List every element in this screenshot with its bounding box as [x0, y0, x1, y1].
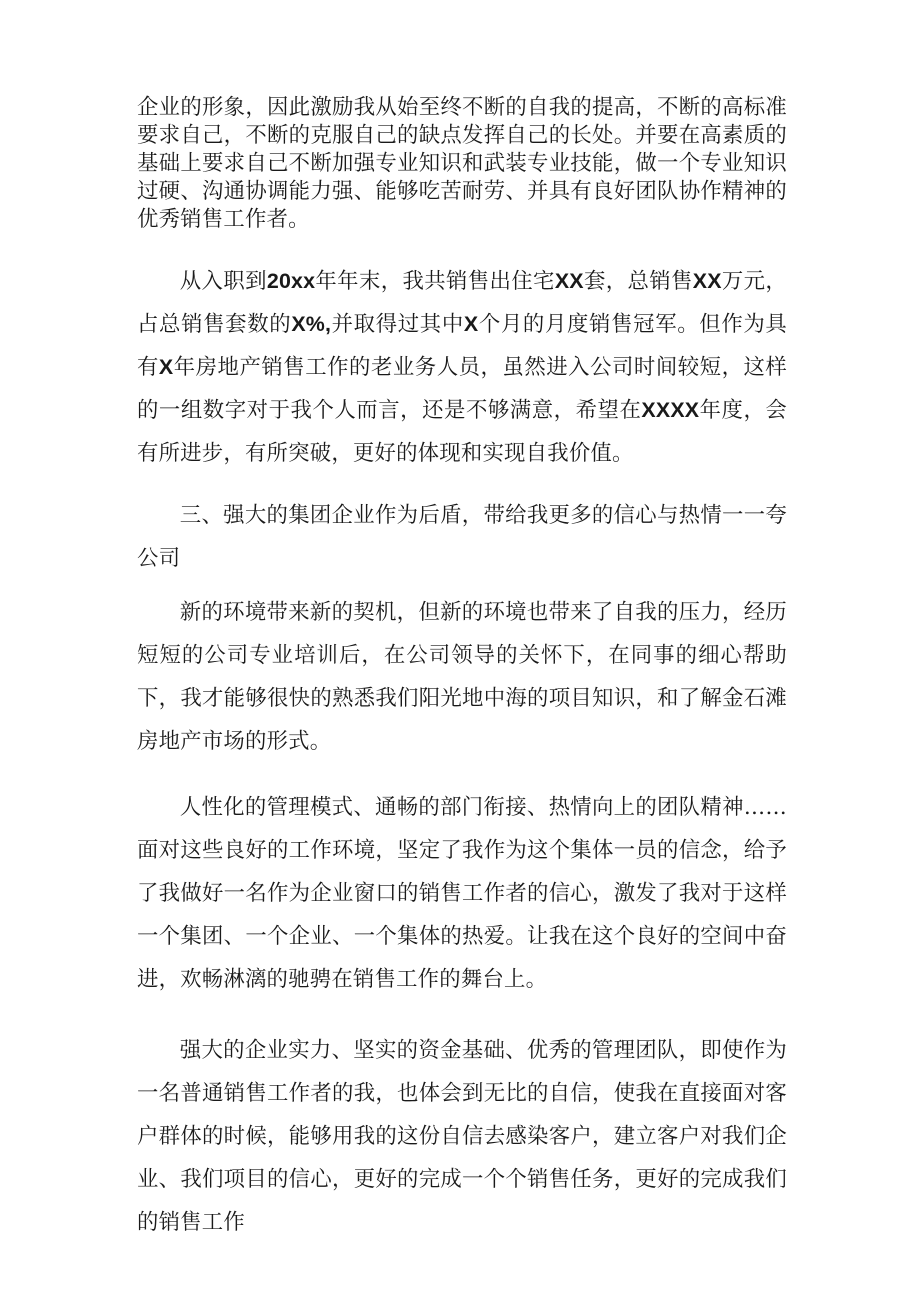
paragraph-3: 新的环境带来新的契机，但新的环境也带来了自我的压力，经历短短的公司专业培训后，在公司领导的关怀下，在同事的细心帮助下，我才能够很快的熟悉我们阳光地中海的项目知识，和了解金石滩房地产市场的形式。	[137, 600, 787, 754]
paragraph-2-segment: 并取得过其中	[331, 312, 464, 337]
paragraph-5: 强大的企业实力、坚实的资金基础、优秀的管理团队，即使作为一名普通销售工作者的我，也体会到无比的自信，使我在直接面对客户群体的时候，能够用我的这份自信去感染客户，建立客户对我们企业、我们项目的信心，更好的完成一个个销售任务，更好的完成我们的销售工作	[137, 1038, 787, 1235]
paragraph-2	[137, 260, 787, 475]
paragraph-2-sales-amount: XX	[692, 269, 722, 293]
paragraph-2-years-count: X	[158, 355, 174, 379]
paragraph-2-segment: 套，总销售	[583, 269, 693, 294]
paragraph-2-year: 20xx	[266, 269, 316, 293]
paragraph-2-units-count: XX	[554, 269, 584, 293]
paragraph-2-segment: 从入职到	[179, 269, 267, 294]
document-page	[137, 94, 787, 1244]
paragraph-2-segment: 年度，会有所进步，有所突破，更好的体现和实现自我价值。	[137, 398, 787, 466]
section-heading: 三、强大的集团企业作为后盾，带给我更多的信心与热情一一夸公司	[137, 503, 787, 571]
paragraph-2-segment: 万元，占总销售套数的	[137, 269, 787, 337]
paragraph-2-segment: 年年末，我共销售出住宅	[315, 269, 555, 294]
paragraph-4: 人性化的管理模式、通畅的部门衔接、热情向上的团队精神……面对这些良好的工作环境，坚定了我作为这个集体一员的信念，给予了我做好一名作为企业窗口的销售工作者的信心，激发了我对于这样一个集团、一个企业、一个集体的热爱。让我在这个良好的空间中奋进，欢畅淋漓的驰骋在销售工作的舞台上。	[137, 795, 787, 992]
paragraph-2-months-count: X	[463, 312, 479, 336]
paragraph-1: 企业的形象，因此激励我从始至终不断的自我的提高，不断的高标准要求自己，不断的克服自己的缺点发挥自己的长处。并要在高素质的基础上要求自己不断加强专业知识和武装专业技能，做一个专业知识过硬、沟通协调能力强、能够吃苦耐劳、并具有良好团队协作精神的优秀销售工作者。	[137, 95, 787, 232]
paragraph-2-percentage: X%,	[291, 312, 332, 336]
paragraph-2-segment: 个月的月度销售冠军。但作为具有	[137, 312, 788, 380]
paragraph-2-segment: 年房地产销售工作的老业务人员，虽然进入公司时间较短，这样的一组数字对于我个人而言，还是不够满意，希望在	[137, 355, 787, 423]
paragraph-2-target-year: XXXX	[641, 398, 700, 422]
